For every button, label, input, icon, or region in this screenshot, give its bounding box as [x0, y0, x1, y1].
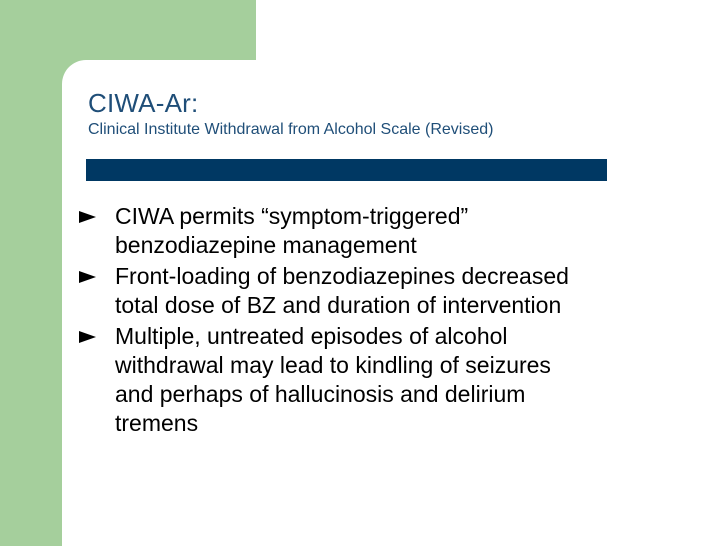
- bullet-list: [78, 202, 698, 440]
- triangle-bullet-icon: [79, 211, 96, 223]
- title-underline-bar: [86, 159, 607, 181]
- triangle-bullet-icon: [79, 271, 96, 283]
- bullet-text-line: CIWA permits “symptom-triggered”: [115, 203, 469, 229]
- bullet-text-line: withdrawal may lead to kindling of seizures: [115, 352, 551, 378]
- bullet-text-line: and perhaps of hallucinosis and delirium: [115, 381, 526, 407]
- triangle-bullet-icon: [79, 331, 96, 343]
- bullet-text-line: benzodiazepine management: [115, 232, 417, 258]
- bullet-text-line: tremens: [115, 410, 199, 436]
- bullet-item-front-loading: [78, 262, 698, 320]
- title-block: [88, 88, 688, 140]
- slide-subtitle: Clinical Institute Withdrawal from Alcohol Scale (Revised): [88, 121, 494, 138]
- bullet-text-line: Front-loading of benzodiazepines decreased: [115, 263, 569, 289]
- bullet-text-line: Multiple, untreated episodes of alcohol: [115, 323, 508, 349]
- slide-title: CIWA-Ar:: [88, 88, 199, 118]
- bullet-text-line: total dose of BZ and duration of intervention: [115, 292, 562, 318]
- bullet-item-symptom-triggered: [78, 202, 698, 260]
- bullet-item-kindling: [78, 322, 698, 438]
